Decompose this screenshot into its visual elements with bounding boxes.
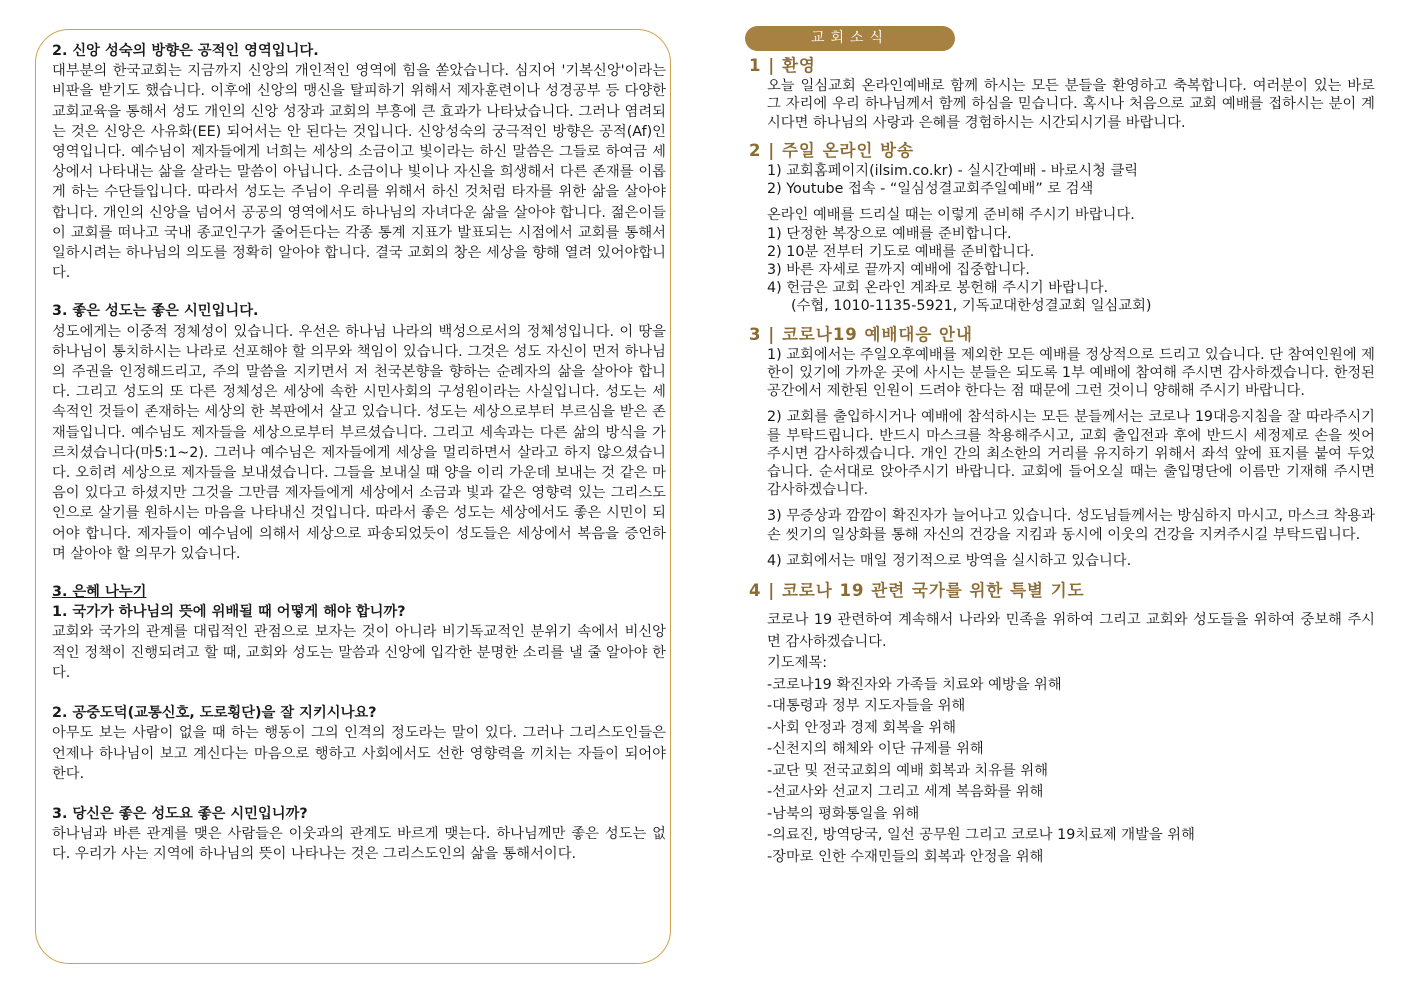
question-3-title: 3. 당신은 좋은 성도요 좋은 시민입니까? <box>52 805 308 822</box>
prayer-topic: -코로나19 확진자와 가족들 치료와 예방을 위해 <box>767 676 1062 693</box>
prep-intro: 온라인 예배를 드리실 때는 이렇게 준비해 주시기 바랍니다. <box>767 207 1135 224</box>
news-3-title: 3 | 코로나19 예배대응 안내 <box>749 324 973 344</box>
prayer-topic: -사회 안정과 경제 회복을 위해 <box>767 719 957 736</box>
section-3-body: 성도에게는 이중적 정체성이 있습니다. 우선은 하나님 나라의 백성으로서의 정체성입니다. 이 땅을 하나님이 통치하시는 나라로 선포해야 할 의무와 책임이 있습니다. 그것은 성도 자신이 먼저 하나님의 주권을 인정해드리고, 주의 말씀을 지키면서 저 천국본향을 향하는 순례자의 삶을 살아야 합니다. 그리고 성도의 또 다른 정체성은 세상에 속한 시민사회의 구성원이라는 사실입니다. 성도는 세속적인 것들이 존재하는 세상의 한 복판에서 살고 있습니다. 성도는 세상으로부터 부르심을 받은 존재들입니다. 예수님도 제자들을 세상으로부터 부르셨습니다. 그리고 세속과는 다른 삶의 방식을 가르치셨습니다(마5:1~2). 그러나 예수님은 제자들에게 세상을 멀리하면서 살라고 하지 않으셨습니다. 오히려 세상으로 제자들을 보내셨습니다. 그들을 보내실 때 양을 이리 가운데 보내는 것 같은 마음이 있다고 하셨지만 그것을 그만큼 제자들에게 세상에서 소금과 빛과 같은 영향력 있는 그리스도인으로 살기를 원하시는 마음을 나타내신 것입니다. 따라서 좋은 성도는 세상에서도 좋은 시민이 되어야 합니다. 제자들이 예수님에 의해서 세상으로 파송되었듯이 성도들은 세상에서 복음을 증언하며 살아야 할 의무가 있습니다. <box>52 323 666 562</box>
bank-account-info: (수협, 1010-1135-5921, 기독교대한성결교회 일심교회) <box>791 298 1152 315</box>
covid-item-4: 4) 교회에서는 매일 정기적으로 방역을 실시하고 있습니다. <box>767 552 1132 569</box>
news-4-title: 4 | 코로나 19 관련 국가를 위한 특별 기도 <box>749 581 1085 601</box>
prep-item-4: 4) 헌금은 교회 온라인 계좌로 봉헌해 주시기 바랍니다. <box>767 280 1109 297</box>
covid-item-3: 3) 무증상과 깜깜이 확진자가 늘어나고 있습니다. 성도님들께서는 방심하지 마시고, 마스크 착용과 손 씻기의 일상화를 통해 자신의 건강을 지킴과 동시에 이웃의 건강을 지켜주시길 부탁드립니다. <box>767 508 1375 543</box>
prayer-topic: -의료진, 방역당국, 일선 공무원 그리고 코로나 19치료제 개발을 위해 <box>767 827 1195 844</box>
covid-item-1: 1) 교회에서는 주일오후예배를 제외한 모든 예배를 정상적으로 드리고 있습니다. 단 참여인원에 제한이 있기에 가까운 곳에 사시는 분들은 되도록 1부 예배에 참여해 주시면 감사하겠습니다. 한정된 공간에서 제한된 인원이 드려야 한다는 점 때문에 그런 것이니 양해해 주시기 바랍니다. <box>767 346 1375 400</box>
prep-item-2: 2) 10분 전부터 기도로 예배를 준비합니다. <box>767 243 1035 260</box>
covid-item-2: 2) 교회를 출입하시거나 예배에 참석하시는 모든 분들께서는 코로나 19대응지침을 잘 따라주시기를 부탁드립니다. 반드시 마스크를 착용해주시고, 교회 출입전과 후에 반드시 세정제로 손을 씻어주시면 감사하겠습니다. 개인 간의 최소한의 거리를 유지하기 위해서 좌석 앞에 표지를 붙여 두었습니다. 순서대로 앉아주시기 바랍니다. 교회에 들어오실 때는 출입명단에 이름만 기재해 주시면 감사하겠습니다. <box>767 409 1375 499</box>
broadcast-item-1: 1) 교회홈페이지(ilsim.co.kr) - 실시간예배 - 바로시청 클릭 <box>767 163 1139 180</box>
broadcast-item-2: 2) Youtube 접속 - “일심성결교회주일예배” 로 검색 <box>767 181 1094 198</box>
prayer-topic: -교단 및 전국교회의 예배 회복과 치유를 위해 <box>767 762 1049 779</box>
section-3-title: 3. 좋은 성도는 좋은 시민입니다. <box>52 303 259 320</box>
left-column <box>52 41 666 865</box>
prayer-topic: -남북의 평화통일을 위해 <box>767 805 920 822</box>
question-2-body: 아무도 보는 사람이 없을 때 하는 행동이 그의 인격의 정도라는 말이 있다. 그러나 그리스도인들은 언제나 하나님이 보고 계신다는 마음으로 행하고 사회에서도 선한 영향력을 끼치는 자들이 되어야 한다. <box>52 725 666 782</box>
grace-sharing-title: 3. 은혜 나누기 <box>52 584 147 601</box>
question-1-body: 교회와 국가의 관계를 대립적인 관점으로 보자는 것이 아니라 비기독교적인 분위기 속에서 비신앙적인 정책이 진행되려고 할 때, 교회와 성도는 말씀과 신앙에 입각한 분명한 소리를 낼 줄 알아야 한다. <box>52 624 666 681</box>
question-3-body: 하나님과 바른 관계를 맺은 사람들은 이웃과의 관계도 바르게 맺는다. 하나님께만 좋은 성도는 없다. 우리가 사는 지역에 하나님의 뜻이 나타나는 것은 그리스도인의 삶을 통해서이다. <box>52 826 666 863</box>
church-news-badge: 교회소식 <box>745 26 955 51</box>
prayer-intro: 코로나 19 관련하여 계속해서 나라와 민족을 위하여 그리고 교회와 성도들을 위하여 중보해 주시면 감사하겠습니다. <box>767 612 1375 650</box>
news-1-body: 오늘 일심교회 온라인예배로 함께 하시는 모든 분들을 환영하고 축복합니다. 여러분이 있는 바로 그 자리에 우리 하나님께서 함께 하심을 믿습니다. 혹시나 처음으로 교회 예배를 접하시는 분이 계시다면 하나님의 사랑과 은혜를 경험하시는 시간되시기를 바랍니다. <box>767 78 1375 131</box>
section-2-body: 대부분의 한국교회는 지금까지 신앙의 개인적인 영역에 힘을 쏟았습니다. 심지어 '기복신앙'이라는 비판을 받기도 했습니다. 이후에 신앙의 맹신을 탈피하기 위해서 제자훈련이나 성경공부 등 다양한 교회교육을 통해서 성도 개인의 신앙 성장과 교회의 부흥에 큰 효과가 나타났습니다. 그러나 염려되는 것은 신앙은 사유화(EE) 되어서는 안 된다는 것입니다. 신앙성숙의 궁극적인 방향은 공적(Af)인 영역입니다. 예수님이 제자들에게 너희는 세상의 소금이고 빛이라는 하신 말씀은 그들로 하여금 세상에서 나타내는 삶을 살라는 말씀이 아닙니다. 소금이나 빛이나 자신을 희생해서 다른 존재를 이롭게 하는 수단들입니다. 따라서 성도는 주님이 우리를 위해서 하신 것처럼 타자를 위한 삶을 살아야 합니다. 개인의 신앙을 넘어서 공공의 영역에서도 하나님의 자녀다운 삶을 살아야 합니다. 젊은이들이 교회를 떠나고 국내 종교인구가 줄어든다는 각종 통계 지표가 발표되는 시점에서 교회를 통해서 일하시려는 하나님의 의도를 정확히 알아야 합니다. 결국 교회의 창은 세상을 향해 열려 있어야합니다. <box>52 63 666 282</box>
prayer-topics-label: 기도제목: <box>767 655 828 672</box>
question-2-title: 2. 공중도덕(교통신호, 도로횡단)을 잘 지키시나요? <box>52 705 377 722</box>
section-2-title: 2. 신앙 성숙의 방향은 공적인 영역입니다. <box>52 43 319 59</box>
news-2-title: 2 | 주일 온라인 방송 <box>749 140 915 160</box>
prayer-topic: -신천지의 해체와 이단 규제를 위해 <box>767 741 984 758</box>
prayer-topic: -장마로 인한 수재민들의 회복과 안정을 위해 <box>767 848 1044 865</box>
prayer-topic: -대통령과 정부 지도자들을 위해 <box>767 698 966 715</box>
prep-item-1: 1) 단정한 복장으로 예배를 준비합니다. <box>767 225 1012 242</box>
question-1-title: 1. 국가가 하나님의 뜻에 위배될 때 어떻게 해야 합니까? <box>52 604 406 621</box>
right-column <box>745 26 1375 868</box>
prayer-topic: -선교사와 선교지 그리고 세계 복음화를 위해 <box>767 784 1044 801</box>
prep-item-3: 3) 바른 자세로 끝까지 예배에 집중합니다. <box>767 262 1030 279</box>
news-1-title: 1 | 환영 <box>749 56 816 75</box>
